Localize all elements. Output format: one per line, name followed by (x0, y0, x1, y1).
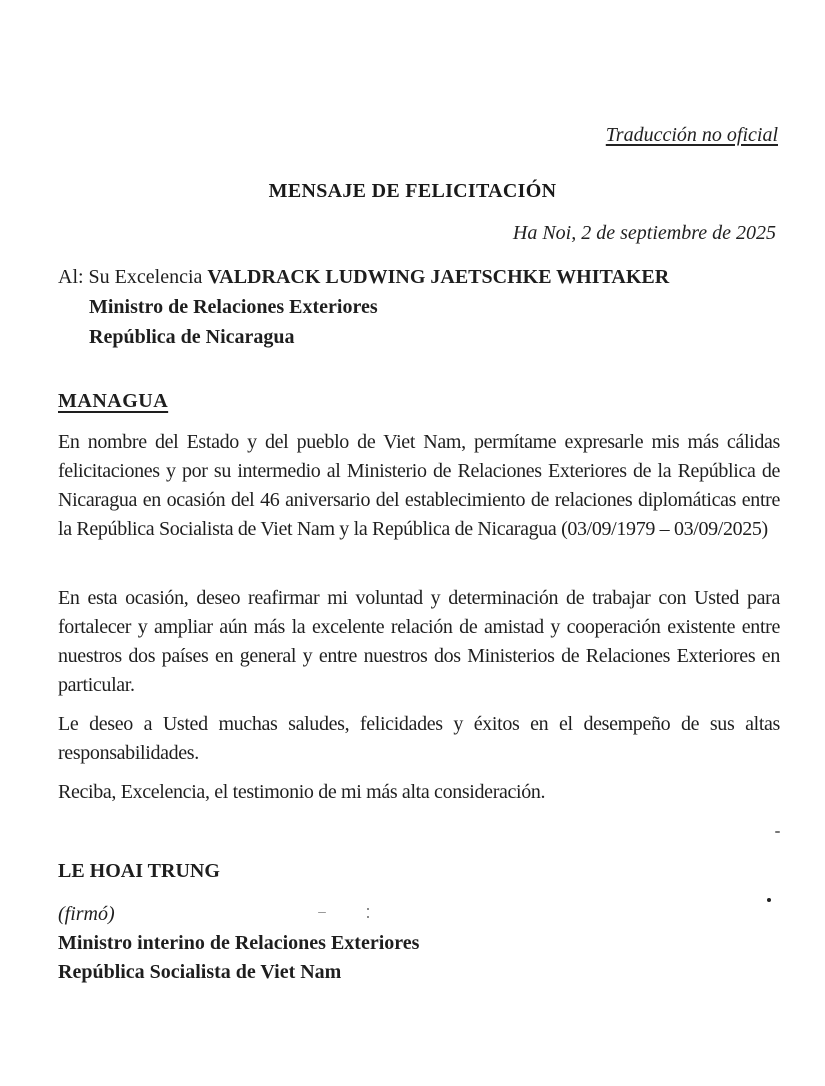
body-paragraph: Le deseo a Usted muchas saludes, felicidades y éxitos en el desempeño de sus altas responsabilidades. (58, 713, 780, 764)
addressee-name: VALDRACK LUDWING JAETSCHKE WHITAKER (207, 266, 670, 288)
closing-paragraph: Reciba, Excelencia, el testimonio de mi más alta consideración. (58, 781, 546, 803)
city-heading: MANAGUA (58, 390, 169, 412)
addressee-country: República de Nicaragua (89, 326, 295, 348)
document-title: MENSAJE DE FELICITACIÓN (268, 180, 557, 202)
body-paragraph: En esta ocasión, deseo reafirmar mi voluntad y determinación de trabajar con Usted para fortalecer y ampliar aún más la excelente relación de amistad y cooperación existente entre nuestros dos países en general y entre nuestros dos Ministerios de Relaciones Exteriores en particular. (58, 587, 780, 696)
addressee-block (58, 262, 669, 352)
addressee-position: Ministro de Relaciones Exteriores (89, 296, 378, 318)
scan-artifact (767, 898, 771, 902)
addressee-line (58, 262, 669, 292)
addressee-prefix: Al: Su Excelencia (58, 266, 208, 288)
signer-name: LE HOAI TRUNG (58, 860, 220, 882)
translation-note: Traducción no oficial (605, 124, 778, 146)
scan-artifact (367, 916, 369, 918)
scan-artifact (367, 908, 369, 910)
signer-title-block (58, 929, 419, 987)
body-paragraph: En nombre del Estado y del pueblo de Viet Nam, permítame expresarle mis más cálidas felicitaciones y por su intermedio al Ministerio de Relaciones Exteriores de la República de Nicaragua en ocasión del 46 aniversario del establecimiento de relaciones diplomáticas entre la República Socialista de Viet Nam y la República de Nicaragua (03/09/1979 – 03/09/2025) (58, 431, 780, 540)
signer-country: República Socialista de Viet Nam (58, 961, 342, 983)
signer-position: Ministro interino de Relaciones Exteriores (58, 932, 420, 954)
signed-note: (firmó) (58, 903, 115, 925)
place-date: Ha Noi, 2 de septiembre de 2025 (512, 222, 776, 244)
scan-artifact (775, 831, 780, 833)
scan-artifact (318, 912, 326, 913)
